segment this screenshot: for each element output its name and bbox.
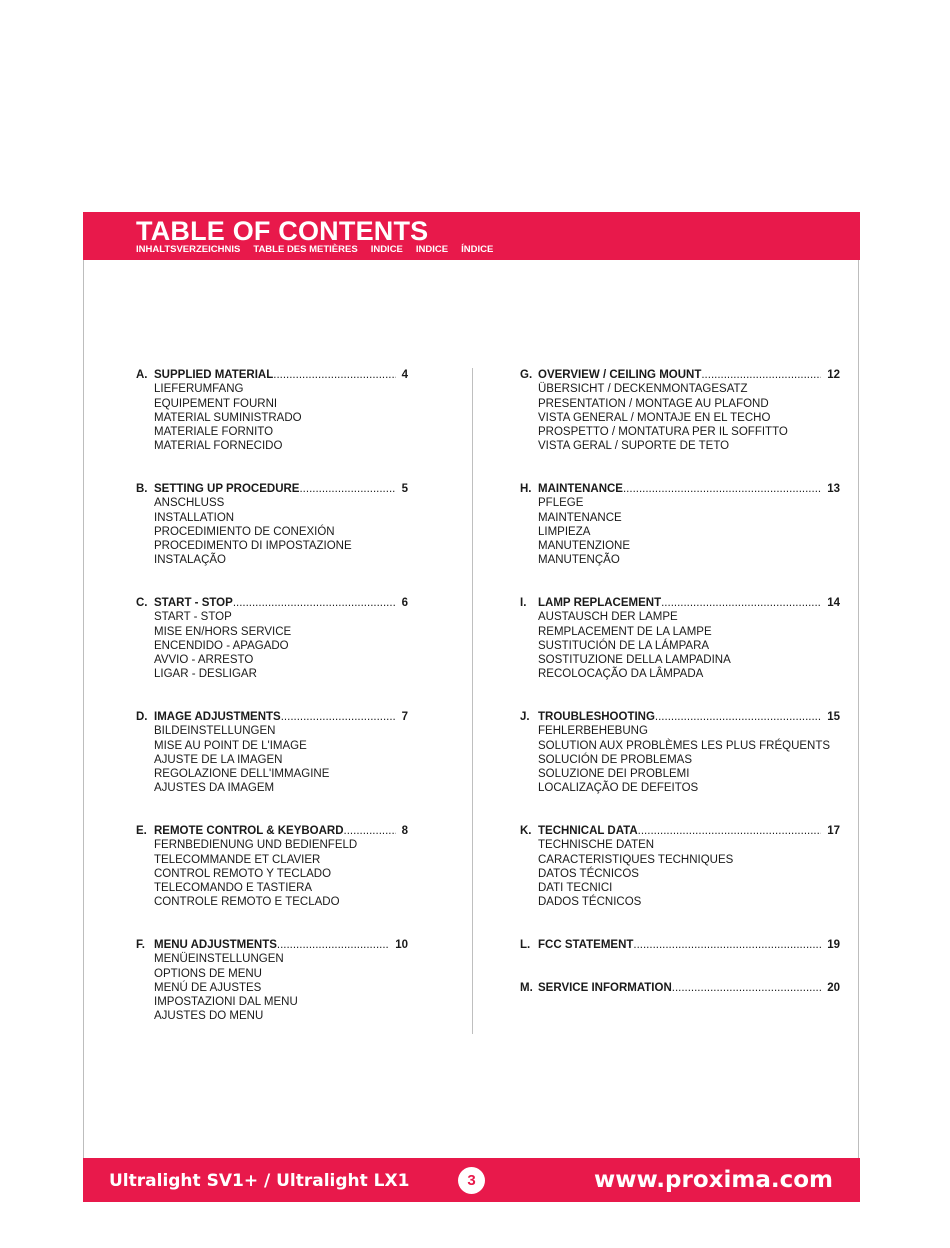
toc-entry-translation: MISE AU POINT DE L'IMAGE [154,739,307,752]
toc-entry-translation: AUSTAUSCH DER LAMPE [538,611,678,624]
toc-entry[interactable] [136,824,408,838]
toc-entry[interactable] [520,482,840,496]
toc-entry-translation: MAINTENANCE [538,511,622,524]
toc-entry-letter: A. [136,369,148,381]
toc-entry-translation: DATOS TÉCNICOS [538,867,639,880]
dot-leader [623,482,821,496]
toc-entry-translation: DATI TECNICI [538,882,613,895]
toc-section [520,596,840,682]
toc-entry-translation: PROSPETTO / MONTATURA PER IL SOFFITTO [538,426,788,439]
toc-entry-translation: MENÚ DE AJUSTES [154,981,262,994]
toc-section [136,596,408,682]
toc-entry-page: 10 [395,939,408,951]
toc-entry-translation: INSTALAÇÃO [154,554,226,567]
toc-entry-translation: ÜBERSICHT / DECKENMONTAGESATZ [538,383,748,396]
dot-leader [344,824,396,838]
dot-leader [281,710,396,724]
toc-entry-title: REMOTE CONTROL & KEYBOARD [154,825,344,837]
toc-entry-page: 4 [401,369,408,381]
toc-entry-translation: LOCALIZAÇÃO DE DEFEITOS [538,782,699,795]
toc-entry-translation: PROCEDIMIENTO DE CONEXIÓN [154,525,335,538]
toc-entry-translation: START - STOP [154,611,232,624]
page-number-badge: 3 [458,1167,485,1194]
toc-entry-translation: LIEFERUMFANG [154,383,244,396]
toc-entry-translation: AJUSTE DE LA IMAGEN [154,753,283,766]
header-bar [83,212,860,260]
toc-entry-translation: CONTROLE REMOTO E TECLADO [154,896,340,909]
toc-entry[interactable] [520,824,840,838]
toc-entry-translation: MATERIAL FORNECIDO [154,440,283,453]
title-translation-it: INDICE [415,244,449,255]
toc-entry-translation: MISE EN/HORS SERVICE [154,625,292,638]
toc-entry-letter: L. [520,939,531,951]
toc-entry-translation: FERNBEDIENUNG UND BEDIENFELD [154,839,358,852]
toc-entry-translation: TELECOMMANDE ET CLAVIER [154,853,321,866]
toc-entry[interactable] [136,938,408,952]
toc-entry-translation: ANSCHLUSS [154,497,225,510]
toc-entry-page: 17 [827,825,840,837]
title-translation-es: INDICE [370,244,403,255]
toc-entry-translation: RECOLOCAÇÃO DA LÂMPADA [538,668,704,681]
toc-entry-page: 5 [401,483,408,495]
toc-entry-title: IMAGE ADJUSTMENTS [154,711,281,723]
toc-entry-page: 8 [401,825,408,837]
toc-entry-page: 14 [827,597,840,609]
toc-section [136,368,408,454]
dot-leader [655,710,821,724]
toc-entry-translation: AVVIO - ARRESTO [154,654,254,667]
toc-entry-translation: AJUSTES DO MENU [154,1010,264,1023]
dot-leader [633,938,821,952]
toc-entry-translation: VISTA GENERAL / MONTAJE EN EL TECHO [538,411,771,424]
toc-section [520,368,840,454]
toc-entry-translation: INSTALLATION [154,511,235,524]
toc-entry-page: 15 [827,711,840,723]
toc-entry-letter: B. [136,483,148,495]
dot-leader [273,368,395,382]
toc-entry-translation: REMPLACEMENT DE LA LAMPE [538,625,712,638]
toc-entry-letter: H. [520,483,532,495]
dot-leader [277,938,389,952]
toc-entry-translation: REGOLAZIONE DELL'IMMAGINE [154,768,330,781]
toc-entry-translation: MATERIAL SUMINISTRADO [154,411,302,424]
toc-entry-translation: SOLUCIÓN DE PROBLEMAS [538,753,693,766]
toc-section [520,824,840,910]
toc-entry[interactable] [520,938,840,952]
toc-entry[interactable] [136,368,408,382]
toc-entry[interactable] [520,368,840,382]
toc-entry-translation: SOSTITUZIONE DELLA LAMPADINA [538,654,731,667]
toc-entry-letter: E. [136,825,147,837]
toc-entry-title: LAMP REPLACEMENT [538,597,662,609]
dot-leader [638,824,822,838]
toc-entry[interactable] [136,710,408,724]
title-translation-pt: ÍNDICE [461,244,494,255]
toc-entry-letter: I. [520,597,527,609]
toc-section [136,482,408,568]
toc-entry-letter: J. [520,711,530,723]
toc-entry[interactable] [520,596,840,610]
toc-entry-letter: C. [136,597,148,609]
toc-entry-title: SERVICE INFORMATION [538,982,672,994]
toc-entry-translation: CARACTERISTIQUES TECHNIQUES [538,853,734,866]
toc-entry-title: FCC STATEMENT [538,939,634,951]
toc-entry-translation: CONTROL REMOTO Y TECLADO [154,867,332,880]
toc-entry-title: TECHNICAL DATA [538,825,638,837]
toc-entry-translation: BILDEINSTELLUNGEN [154,725,276,738]
toc-entry-translation: LIMPIEZA [538,525,591,538]
toc-entry-title: MENU ADJUSTMENTS [154,939,277,951]
toc-entry-translation: SOLUTION AUX PROBLÈMES LES PLUS FRÉQUENTS [538,739,831,752]
toc-entry-letter: G. [520,369,533,381]
toc-entry-translation: OPTIONS DE MENU [154,967,262,980]
toc-entry-translation: AJUSTES DA IMAGEM [154,782,275,795]
toc-entry-translation: TELECOMANDO E TASTIERA [154,882,313,895]
toc-entry-translation: FEHLERBEHEBUNG [538,725,648,738]
toc-entry-translation: PROCEDIMENTO DI IMPOSTAZIONE [154,540,352,553]
toc-entry-letter: K. [520,825,532,837]
toc-section [520,938,840,952]
page-title: TABLE OF CONTENTS [136,216,429,246]
toc-entry-translation: DADOS TÉCNICOS [538,896,642,909]
toc-entry-letter: F. [136,939,145,951]
toc-entry-page: 19 [827,939,840,951]
toc-entry[interactable] [136,596,408,610]
toc-entry-translation: MANUTENÇÃO [538,554,620,567]
toc-entry-letter: M. [520,982,533,994]
toc-entry-title: START - STOP [154,597,233,609]
toc-entry-letter: D. [136,711,148,723]
toc-entry-translation: MANUTENZIONE [538,540,630,553]
toc-section [520,482,840,568]
toc-section [136,938,408,1024]
footer-website-link[interactable]: www.proxima.com [594,1167,833,1193]
dot-leader [299,482,395,496]
column-divider [472,368,473,1034]
toc-entry-translation: MENÜEINSTELLUNGEN [154,953,284,966]
toc-entry-title: TROUBLESHOOTING [538,711,655,723]
title-translation-fr: TABLE DES METIÈRES [253,244,358,255]
toc-section [136,710,408,796]
dot-leader [233,596,396,610]
title-translations [136,244,493,256]
toc-entry-translation: PFLEGE [538,497,584,510]
toc-entry[interactable] [520,710,840,724]
toc-entry-translation: ENCENDIDO - APAGADO [154,639,289,652]
toc-entry-title: SUPPLIED MATERIAL [154,369,274,381]
toc-entry-translation: VISTA GERAL / SUPORTE DE TETO [538,440,730,453]
toc-entry-page: 12 [827,369,840,381]
footer-model-name: Ultralight SV1+ / Ultralight LX1 [109,1171,410,1191]
dot-leader [661,596,821,610]
toc-entry-page: 7 [401,711,408,723]
toc-entry-translation: SUSTITUCIÓN DE LA LÁMPARA [538,639,710,652]
toc-entry-translation: LIGAR - DESLIGAR [154,668,257,681]
page-frame [83,212,859,1202]
toc-entry-translation: SOLUZIONE DEI PROBLEMI [538,768,690,781]
toc-section [520,710,840,796]
toc-section [136,824,408,910]
toc-entry-page: 20 [827,982,840,994]
toc-entry-translation: MATERIALE FORNITO [154,426,274,439]
toc-entry-translation: PRESENTATION / MONTAGE AU PLAFOND [538,397,769,410]
toc-entry-page: 13 [827,483,840,495]
toc-entry-page: 6 [401,597,408,609]
toc-entry-translation: TECHNISCHE DATEN [538,839,655,852]
toc-entry[interactable] [136,482,408,496]
dot-leader [672,981,821,995]
toc-entry-title: OVERVIEW / CEILING MOUNT [538,369,702,381]
toc-section [520,981,840,995]
dot-leader [701,368,821,382]
toc-entry-translation: IMPOSTAZIONI DAL MENU [154,996,298,1009]
toc-entry-title: SETTING UP PROCEDURE [154,483,300,495]
toc-entry-title: MAINTENANCE [538,483,623,495]
toc-entry-translation: EQUIPEMENT FOURNI [154,397,278,410]
footer-bar [83,1158,860,1202]
toc-entry[interactable] [520,981,840,995]
title-translation-de: INHALTSVERZEICHNIS [136,244,241,255]
